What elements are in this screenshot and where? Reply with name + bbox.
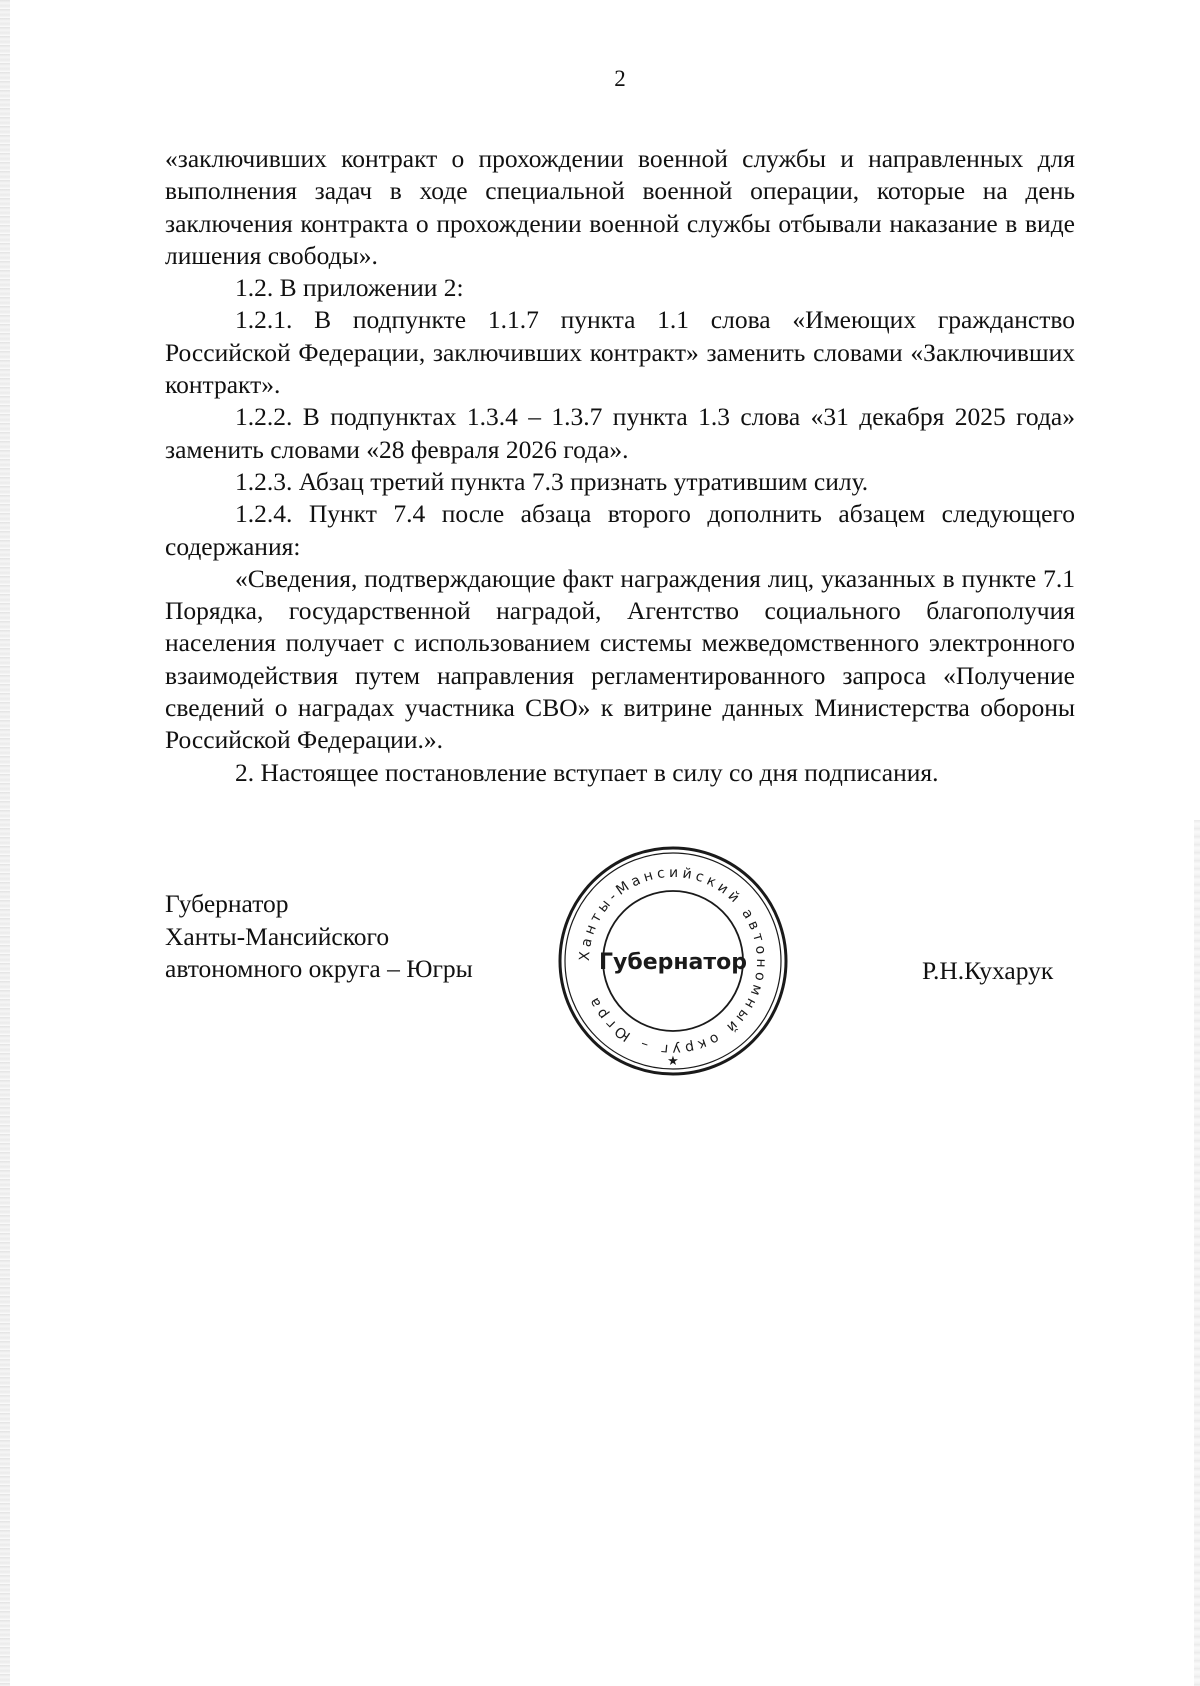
scan-edge-left	[0, 0, 10, 1686]
seal-star: ★	[667, 1054, 679, 1069]
seal-ring-text: Ханты-Мансийский автономный округ – Югра	[576, 864, 770, 1058]
scan-edge-right	[1194, 820, 1200, 1686]
signatory-position-line: автономного округа – Югры	[165, 954, 473, 983]
document-body	[165, 143, 1075, 789]
paragraph-2: 2. Настоящее постановление вступает в силу со дня подписания.	[235, 757, 939, 787]
signatory-name: Р.Н.Кухарук	[922, 956, 1054, 985]
paragraph-1-2-3: 1.2.3. Абзац третий пункта 7.3 признать утратившим силу.	[235, 466, 869, 496]
paragraph-1-2-4: 1.2.4. Пункт 7.4 после абзаца второго дополнить абзацем следующего содержания:	[165, 499, 1075, 561]
signatory-position	[165, 888, 473, 986]
page-number: 2	[614, 66, 626, 91]
paragraph-continuation: «заключивших контракт о прохождении военной службы и направленных для выполнения задач в ходе специальной военной операции, которые на день заключения контракта о прохождении военной службы отбывали наказание в виде лишения свободы».	[165, 144, 1075, 270]
official-seal	[555, 843, 791, 1079]
paragraph-quoted-insert: «Сведения, подтверждающие факт награждения лиц, указанных в пункте 7.1 Порядка, государственной наградой, Агентство социального благополучия населения получает с использованием системы межведомственного электронного взаимодействия путем направления регламентированного запроса «Получение сведений о наградах участника СВО» к витрине данных Министерства обороны Российской Федерации.».	[165, 563, 1075, 755]
paragraph-1-2-1: 1.2.1. В подпункте 1.1.7 пункта 1.1 слова «Имеющих гражданство Российской Федерации, заключивших контракт» заменить словами «Заключивших контракт».	[165, 305, 1075, 400]
paragraph-1-2: 1.2. В приложении 2:	[235, 273, 464, 303]
signatory-position-line: Ханты-Мансийского	[165, 921, 390, 951]
signatory-position-line: Губернатор	[165, 889, 289, 918]
seal-center-text: Губернатор	[598, 950, 748, 975]
paragraph-1-2-2: 1.2.2. В подпунктах 1.3.4 – 1.3.7 пункта 1.3 слова «31 декабря 2025 года» заменить словами «28 февраля 2026 года».	[165, 402, 1075, 464]
